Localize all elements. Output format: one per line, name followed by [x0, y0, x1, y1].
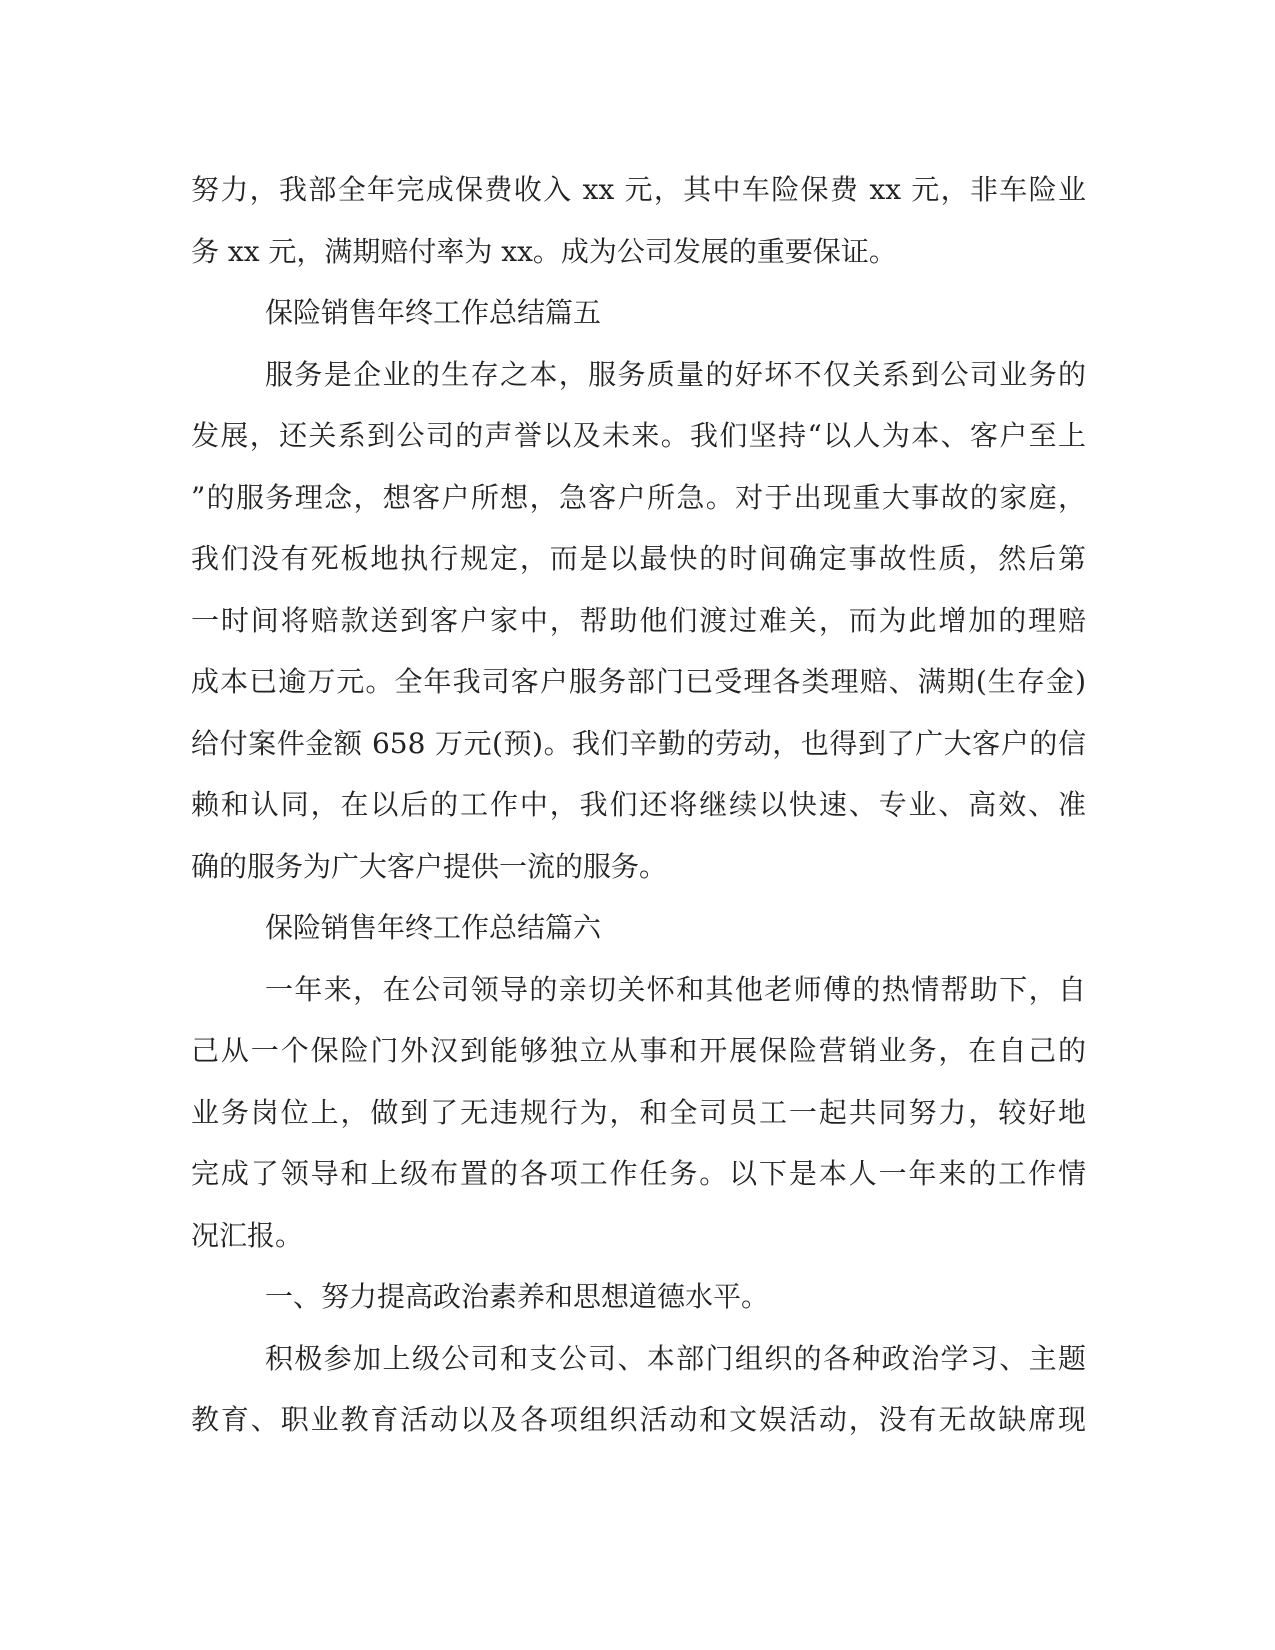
text-line: 积极参加上级公司和支公司、本部门组织的各种政治学习、主题 [265, 1341, 1086, 1375]
text-line: 赖和认同，在以后的工作中，我们还将继续以快速、专业、高效、准 [191, 788, 1086, 821]
text-line: 己从一个保险门外汉到能够独立从事和开展保险营销业务，在自己的 [191, 1034, 1086, 1067]
text-line: 保险销售年终工作总结篇六 [265, 911, 602, 944]
text-line: 况汇报。 [191, 1218, 304, 1252]
text-line: 努力，我部全年完成保费收入 xx 元，其中车险保费 xx 元，非车险业 [191, 173, 1086, 206]
document-body [191, 159, 1086, 1451]
text-line: 保险销售年终工作总结篇五 [265, 296, 602, 329]
text-line: 成本已逾万元。全年我司客户服务部门已受理各类理赔、满期(生存金) [191, 665, 1086, 698]
text-line: 一时间将赔款送到客户家中，帮助他们渡过难关，而为此增加的理赔 [191, 603, 1086, 637]
text-line: 一、努力提高政治素养和思想道德水平。 [265, 1280, 770, 1313]
text-line: 给付案件金额 658 万元(预)。我们辛勤的劳动，也得到了广大客户的信 [191, 726, 1086, 760]
text-line: 发展，还关系到公司的声誉以及未来。我们坚持“以人为本、客户至上 [191, 419, 1086, 452]
text-line: 业务岗位上，做到了无违规行为，和全司员工一起共同努力，较好地 [191, 1095, 1086, 1129]
text-line: ”的服务理念，想客户所想，急客户所急。对于出现重大事故的家庭， [191, 480, 1086, 514]
text-line: 一年来，在公司领导的亲切关怀和其他老师傅的热情帮助下，自 [265, 972, 1086, 1006]
text-line: 服务是企业的生存之本，服务质量的好坏不仅关系到公司业务的 [265, 357, 1086, 391]
text-line: 我们没有死板地执行规定，而是以最快的时间确定事故性质，然后第 [191, 542, 1086, 575]
text-line: 完成了领导和上级布置的各项工作任务。以下是本人一年来的工作情 [191, 1157, 1086, 1190]
text-line: 教育、职业教育活动以及各项组织活动和文娱活动，没有无故缺席现 [191, 1403, 1086, 1436]
text-line: 确的服务为广大客户提供一流的服务。 [191, 849, 668, 883]
text-line: 务 xx 元，满期赔付率为 xx。成为公司发展的重要保证。 [191, 234, 897, 268]
